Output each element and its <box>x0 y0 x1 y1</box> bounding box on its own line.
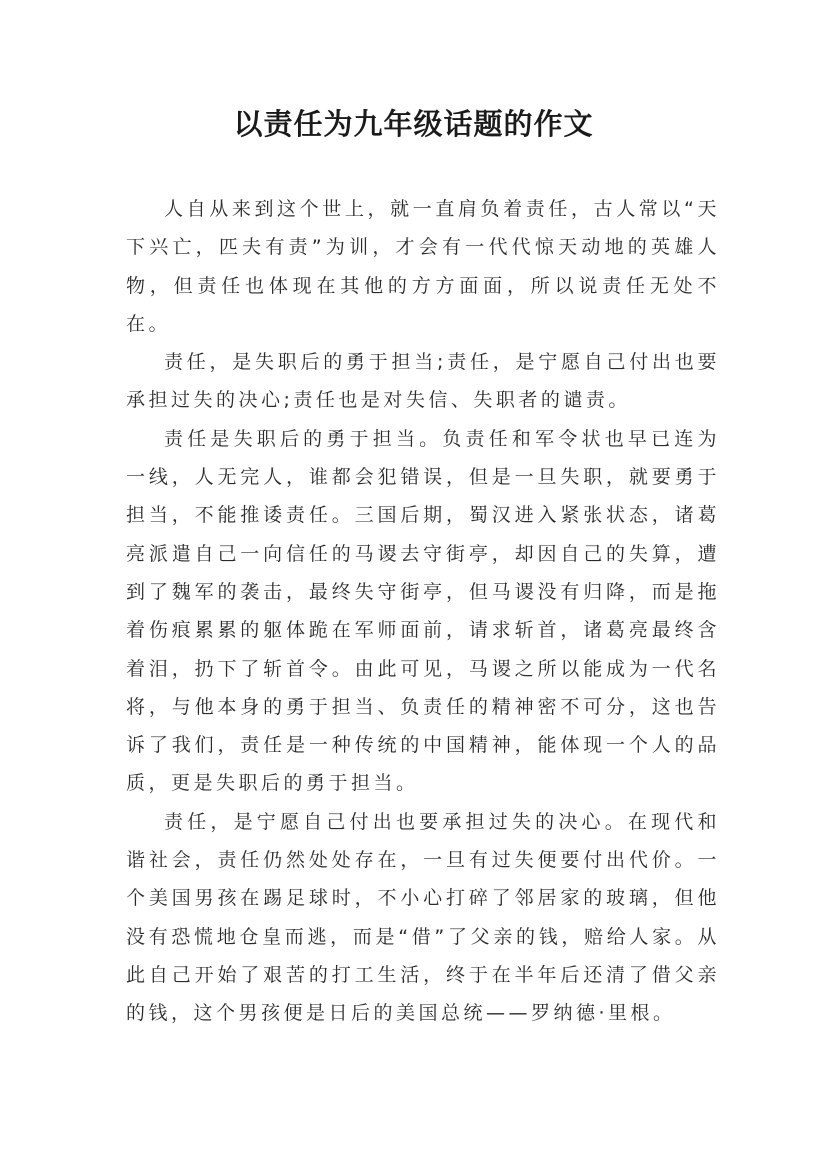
paragraph-ma-su: 责任是失职后的勇于担当。负责任和军令状也早已连为一线，人无完人，谁都会犯错误，但是一旦失职，就要勇于担当，不能推诿责任。三国后期，蜀汉进入紧张状态，诸葛亮派遣自己一向信任的马谡去守街亭，却因自己的失算，遭到了魏军的袭击，最终失守街亭，但马谡没有归降，而是拖着伤痕累累的躯体跪在军师面前，请求斩首，诸葛亮最终含着泪，扔下了斩首令。由此可见，马谡之所以能成为一代名将，与他本身的勇于担当、负责任的精神密不可分，这也告诉了我们，责任是一种传统的中国精神，能体现一个人的品质，更是失职后的勇于担当。 <box>126 427 720 795</box>
document-title: 以责任为九年级话题的作文 <box>233 107 594 141</box>
paragraph-definition: 责任，是失职后的勇于担当;责任，是宁愿自己付出也要承担过失的决心;责任也是对失信、失职者的谴责。 <box>126 351 720 412</box>
document-body <box>126 190 720 1033</box>
paragraph-reagan: 责任，是宁愿自己付出也要承担过失的决心。在现代和谐社会，责任仍然处处存在，一旦有过失便要付出代价。一个美国男孩在踢足球时，不小心打碎了邻居家的玻璃，但他没有恐慌地仓皇而逃，而是“借”了父亲的钱，赔给人家。从此自己开始了艰苦的打工生活，终于在半年后还清了借父亲的钱，这个男孩便是日后的美国总统——罗纳德·里根。 <box>126 810 720 1025</box>
paragraph-intro: 人自从来到这个世上，就一直肩负着责任，古人常以“天下兴亡，匹夫有责”为训，才会有一代代惊天动地的英雄人物，但责任也体现在其他的方方面面，所以说责任无处不在。 <box>126 198 720 335</box>
